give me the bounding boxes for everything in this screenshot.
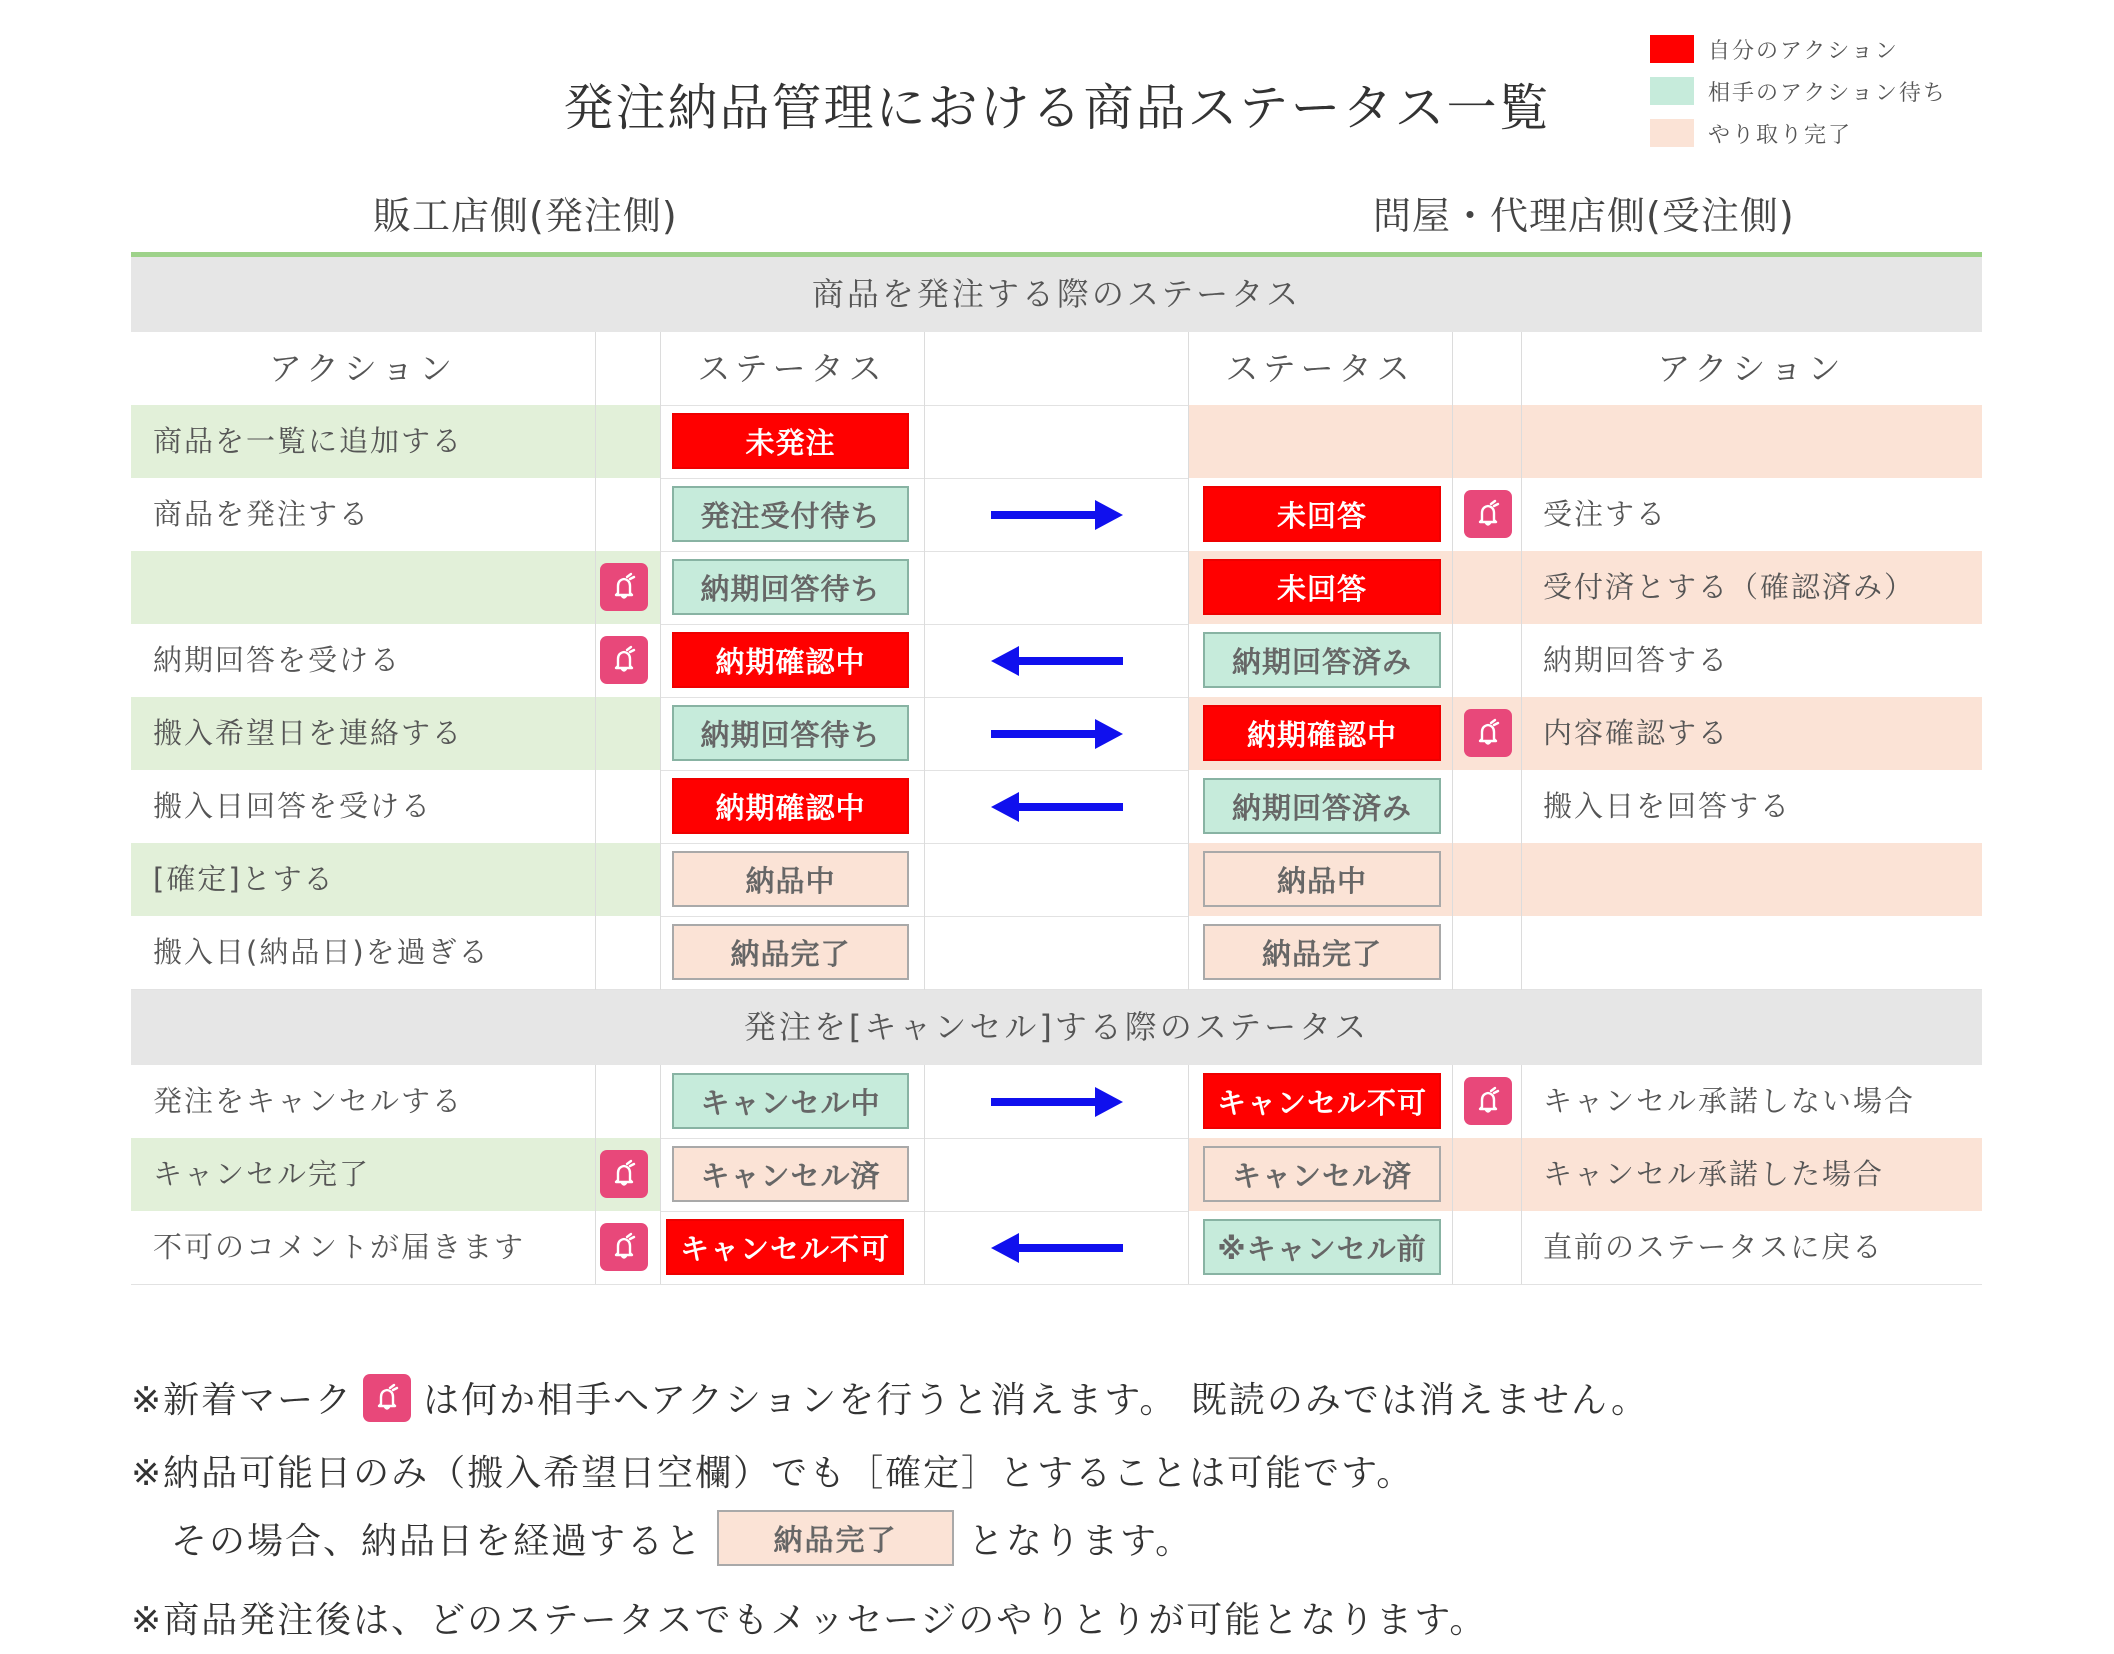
arrow-right-icon [991,498,1123,536]
status-badge-right: 納期確認中 [1203,705,1441,761]
legend-label: 相手のアクション待ち [1708,80,1947,106]
column-divider [660,1065,661,1284]
page-title: 発注納品管理における商品ステータス一覧 [563,79,1551,137]
table-row [131,551,1982,625]
left-action-label [153,551,593,624]
status-badge-left: 納期確認中 [672,778,909,834]
right-action-label: キャンセル承諾しない場合 [1543,1084,1916,1118]
column-header-action-left: アクション [268,349,458,388]
status-badge-left: 未発注 [672,413,909,469]
note-text: となります。 [968,1520,1194,1562]
table-row [131,405,1982,479]
left-action-label: 不可のコメントが届きます [153,1230,526,1264]
table-row [131,1211,1982,1285]
arrow-left-icon [991,790,1123,828]
section-header-order: 商品を発注する際のステータス [131,257,1982,332]
bell-icon [1464,1077,1512,1125]
legend-label: やり取り完了 [1708,122,1853,148]
left-action-label: キャンセル完了 [153,1157,371,1191]
table-row [131,624,1982,698]
right-action-label: 納期回答する [1543,643,1730,677]
bell-icon [600,636,648,684]
left-side-title: 販工店側(発注側) [373,194,678,238]
legend-item-complete [1650,117,1852,149]
arrow-left-icon [991,644,1123,682]
right-action-label: 受付済とする（確認済み） [1543,570,1916,604]
arrow-right-icon [991,1085,1123,1123]
bell-icon [600,1150,648,1198]
status-badge-right: キャンセル済 [1203,1146,1441,1202]
right-action-label [1543,916,1982,989]
table-row [131,1138,1982,1212]
left-action-label: 搬入日回答を受ける [153,789,433,823]
status-badge-left: 納期確認中 [672,632,909,688]
column-header-status-right: ステータス [1225,349,1415,388]
right-action-label: キャンセル承諾した場合 [1543,1157,1885,1191]
left-action-label: 納期回答を受ける [153,643,402,677]
column-divider [660,332,661,990]
status-badge-left: 納期回答待ち [672,705,909,761]
arrow-left-icon [991,1231,1123,1269]
status-badge-right: 未回答 [1203,559,1441,615]
bell-icon [600,563,648,611]
bell-icon [600,1223,648,1271]
note-new-mark [131,1372,1649,1423]
right-action-label: 直前のステータスに戻る [1543,1230,1884,1264]
legend-label: 自分のアクション [1708,38,1899,64]
status-badge-right: 納期回答済み [1203,632,1441,688]
status-badge-left: 発注受付待ち [672,486,909,542]
legend-swatch-peach [1650,119,1694,147]
status-badge-left: キャンセル済 [672,1146,909,1202]
status-badge-delivered: 納品完了 [717,1510,954,1566]
column-divider [1521,332,1522,990]
column-divider [1452,332,1453,990]
column-divider [595,332,596,990]
right-action-label: 受注する [1543,497,1668,531]
left-action-label: 搬入希望日を連絡する [153,716,464,750]
status-badge-right: ※キャンセル前 [1203,1219,1441,1275]
legend-item-own-action [1650,33,1899,65]
arrow-right-icon [991,717,1123,755]
left-action-label: 商品を一覧に追加する [153,424,464,458]
note-confirm: ※納品可能日のみ（搬入希望日空欄）でも［確定］とすることは可能です。 [131,1453,1415,1494]
status-badge-left: キャンセル不可 [666,1219,904,1275]
legend-swatch-red [1650,35,1694,63]
status-badge-right: キャンセル不可 [1203,1073,1441,1129]
legend-swatch-mint [1650,77,1694,105]
left-action-label: [確定]とする [153,862,335,896]
table-row [131,843,1982,917]
right-action-label: 内容確認する [1543,716,1730,750]
right-side-title: 問屋・代理店側(受注側) [1373,194,1795,238]
status-badge-right: 納期回答済み [1203,778,1441,834]
right-action-label [1543,405,1982,478]
note-text: は何か相手へアクションを行うと消えます。 既読のみでは消えません。 [423,1380,1650,1421]
note-delivery-complete [171,1510,1193,1566]
left-action-label: 搬入日(納品日)を過ぎる [153,935,490,969]
right-action-label: 搬入日を回答する [1543,789,1792,823]
column-divider [1188,1065,1189,1284]
column-header-action-right: アクション [1657,349,1846,388]
column-divider [924,1065,925,1284]
left-action-label: 発注をキャンセルする [153,1084,464,1118]
note-text: その場合、納品日を経過すると [171,1520,704,1562]
column-header-status-left: ステータス [697,349,887,388]
column-divider [595,1065,596,1284]
status-badge-left: 納期回答待ち [672,559,909,615]
status-badge-left: 納品中 [672,851,909,907]
table-row [131,770,1982,844]
note-messaging: ※商品発注後は、どのステータスでもメッセージのやりとりが可能となります。 [131,1600,1488,1641]
status-badge-left: キャンセル中 [672,1073,909,1129]
bell-icon [363,1374,411,1422]
section-header-cancel: 発注を[キャンセル]する際のステータス [131,990,1982,1065]
right-action-label [1543,843,1982,916]
note-text: ※新着マーク [131,1380,354,1421]
table-row [131,1065,1982,1139]
table-row [131,697,1982,771]
column-divider [1452,1065,1453,1284]
status-badge-right: 未回答 [1203,486,1441,542]
status-badge-right: 納品完了 [1203,924,1441,980]
table-row [131,916,1982,990]
table-row [131,478,1982,552]
status-badge-left: 納品完了 [672,924,909,980]
column-header-row [131,332,1982,406]
column-divider [924,332,925,990]
column-divider [1521,1065,1522,1284]
bell-icon [1464,490,1512,538]
status-badge-right: 納品中 [1203,851,1441,907]
bell-icon [1464,709,1512,757]
legend-item-waiting [1650,75,1947,107]
column-divider [1188,332,1189,990]
left-action-label: 商品を発注する [153,497,371,531]
